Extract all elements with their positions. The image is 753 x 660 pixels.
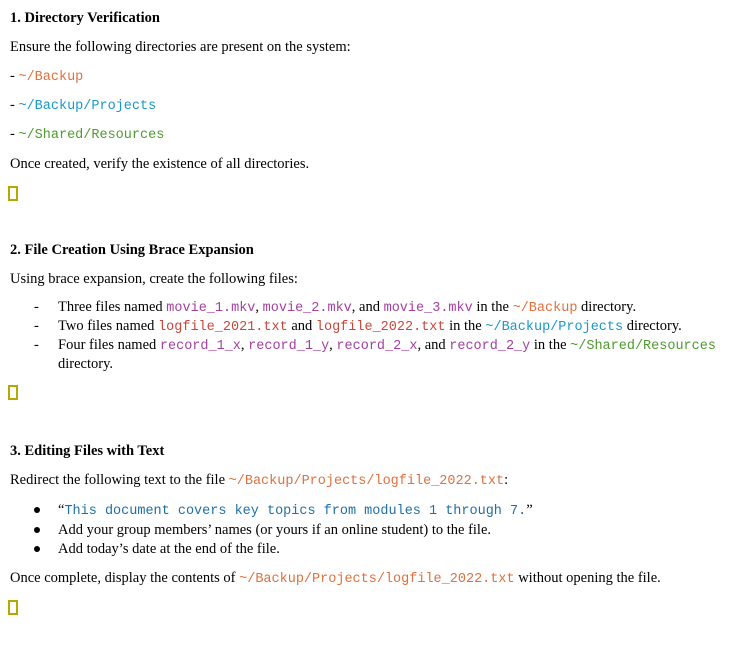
section-1-heading: 1. Directory Verification	[10, 10, 160, 26]
list-item: “This document covers key topics from modules 1 through 7.”	[58, 502, 533, 519]
dir-list-item	[10, 125, 164, 145]
list-item: Three files named movie_1.mkv, movie_2.mkv, and movie_3.mkv in the ~/Backup directory.	[58, 299, 637, 316]
file-path: ~/Backup/Projects/logfile_2022.txt	[228, 474, 505, 489]
filename: record_2_x	[336, 339, 418, 354]
filename: logfile_2021.txt	[158, 320, 288, 335]
dir-list-item	[10, 67, 83, 87]
answer-placeholder-marker[interactable]	[8, 186, 18, 201]
dash: -	[10, 68, 19, 84]
filename: record_1_y	[248, 339, 330, 354]
section-1-outro: Once created, verify the existence of all directories.	[10, 156, 310, 172]
filename: movie_3.mkv	[383, 301, 473, 316]
filename: logfile_2022.txt	[315, 320, 446, 335]
filename: movie_1.mkv	[166, 301, 256, 316]
section-3-outro: Once complete, display the contents of ~/Backup/Projects/logfile_2022.txt without opening the file.	[10, 570, 661, 587]
filename: record_2_y	[449, 339, 531, 354]
section-2-heading: 2. File Creation Using Brace Expansion	[10, 242, 254, 258]
section-1-intro: Ensure the following directories are present on the system:	[10, 39, 351, 55]
list-item-continuation: directory.	[58, 356, 114, 372]
section-2-intro: Using brace expansion, create the following files:	[10, 271, 298, 287]
dir-projects: ~/Backup/Projects	[18, 99, 157, 114]
file-path: ~/Backup/Projects/logfile_2022.txt	[239, 572, 515, 587]
section-3-heading: 3. Editing Files with Text	[10, 443, 165, 459]
dash: -	[10, 126, 19, 142]
filename: movie_2.mkv	[262, 301, 352, 316]
bullet-dot	[34, 527, 40, 533]
dir-projects: ~/Backup/Projects	[485, 320, 624, 335]
filename: record_1_x	[159, 339, 241, 354]
dash-bullet: -	[34, 337, 39, 353]
dash-bullet: -	[34, 318, 39, 334]
dir-backup: ~/Backup	[18, 70, 84, 85]
dir-shared: ~/Shared/Resources	[18, 128, 165, 143]
dir-shared: ~/Shared/Resources	[570, 339, 716, 354]
list-item: Four files named record_1_x, record_1_y, record_2_x, and record_2_y in the ~/Shared/Resources	[58, 337, 716, 354]
answer-placeholder-marker[interactable]	[8, 600, 18, 615]
dir-list-item	[10, 96, 156, 116]
dash: -	[10, 97, 19, 113]
dir-backup: ~/Backup	[512, 301, 578, 316]
list-item: Add today’s date at the end of the file.	[58, 541, 280, 557]
answer-placeholder-marker[interactable]	[8, 385, 18, 400]
quote-text: This document covers key topics from modules 1 through 7.	[64, 504, 527, 519]
list-item: Add your group members’ names (or yours if an online student) to the file.	[58, 522, 492, 538]
bullet-dot	[34, 507, 40, 513]
dash-bullet: -	[34, 299, 39, 315]
section-3-intro: Redirect the following text to the file ~/Backup/Projects/logfile_2022.txt:	[10, 472, 509, 489]
list-item: Two files named logfile_2021.txt and logfile_2022.txt in the ~/Backup/Projects directory.	[58, 318, 682, 335]
bullet-dot	[34, 546, 40, 552]
